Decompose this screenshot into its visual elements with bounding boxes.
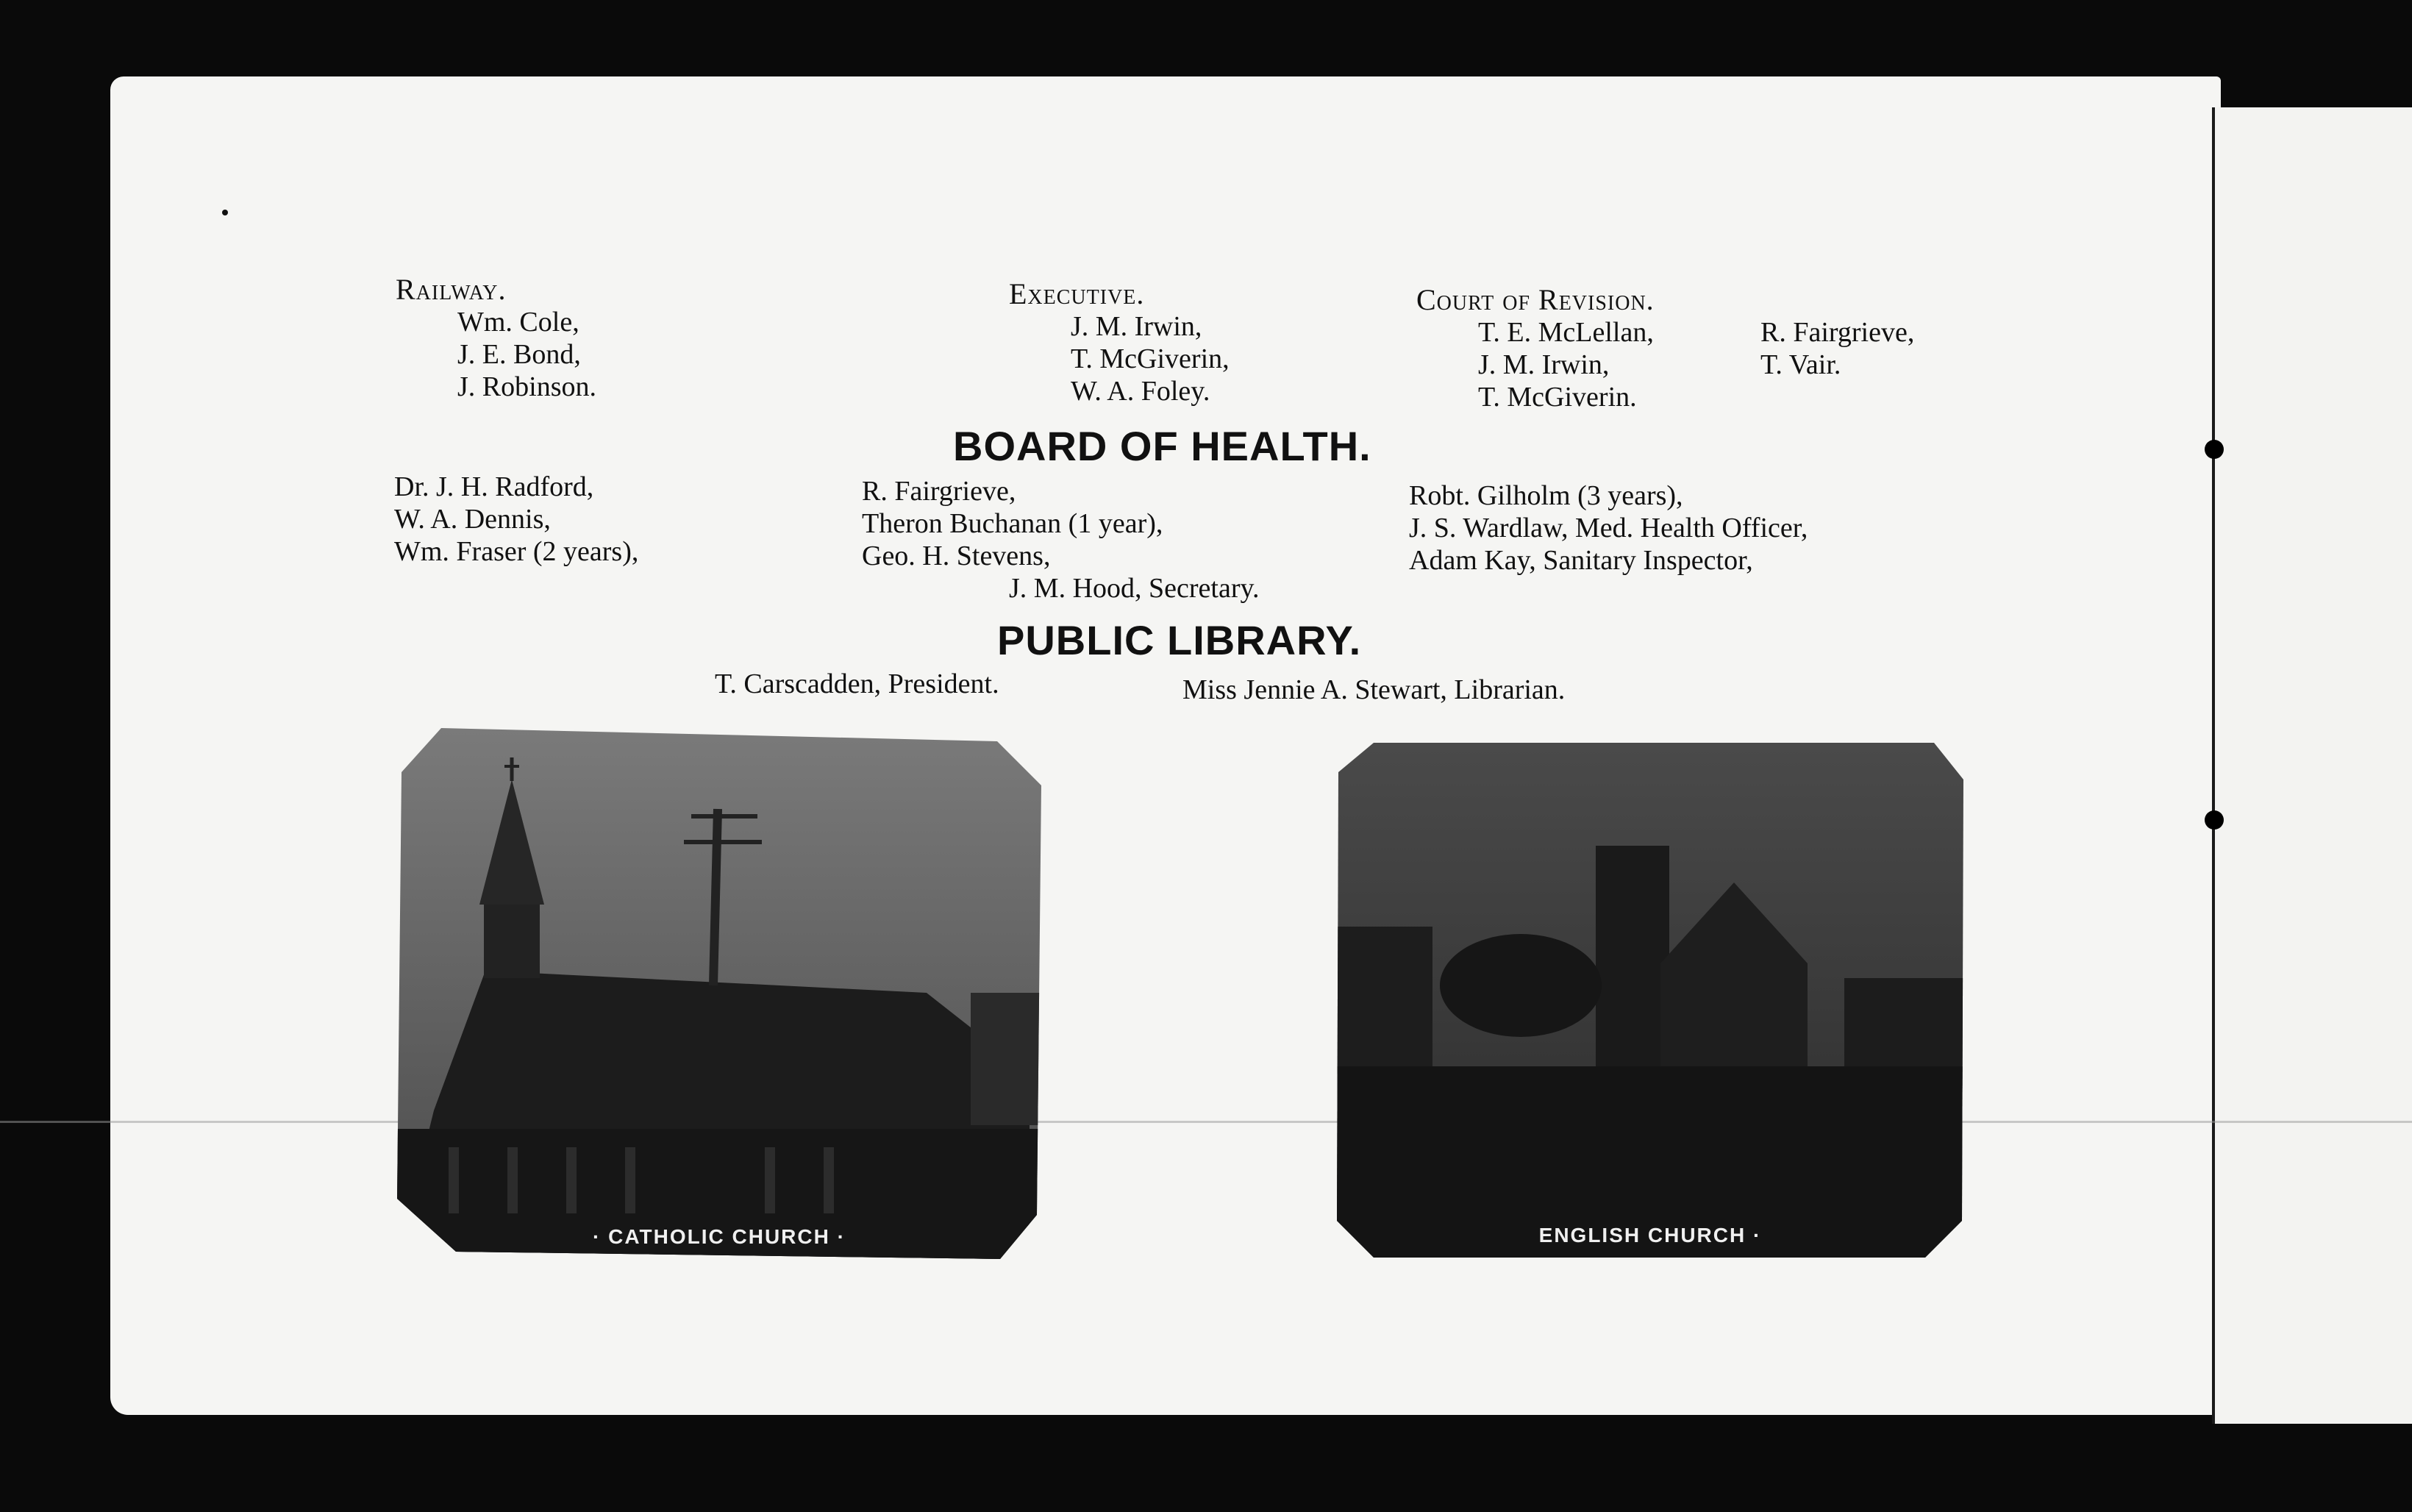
executive-member: J. M. Irwin,: [1071, 311, 1202, 342]
board-member: Wm. Fraser (2 years),: [394, 536, 639, 567]
board-member: Dr. J. H. Radford,: [394, 471, 594, 502]
board-secretary: J. M. Hood, Secretary.: [1009, 573, 1260, 604]
board-of-health-col3: [1409, 479, 1808, 577]
catholic-church-caption: · CATHOLIC CHURCH ·: [593, 1225, 846, 1248]
railway-heading: Railway.: [396, 273, 507, 306]
public-library-title: PUBLIC LIBRARY.: [997, 617, 1362, 663]
railway-member: J. E. Bond,: [457, 339, 581, 370]
english-church-photo: [1337, 743, 1963, 1258]
board-of-health-col1: [394, 471, 638, 568]
scan-line: [0, 1121, 2412, 1123]
facing-page: [2215, 107, 2412, 1424]
railway-member: J. Robinson.: [457, 371, 596, 402]
board-member: J. S. Wardlaw, Med. Health Officer,: [1409, 513, 1808, 543]
library-president: T. Carscadden, President.: [715, 668, 999, 699]
english-church-caption: ENGLISH CHURCH ·: [1538, 1224, 1762, 1247]
board-member: Theron Buchanan (1 year),: [862, 508, 1163, 539]
board-of-health-col2: [862, 475, 1260, 605]
executive-committee: [1009, 278, 1230, 407]
executive-member: W. A. Foley.: [1071, 376, 1210, 407]
board-member: R. Fairgrieve,: [862, 476, 1016, 507]
court-member: T. Vair.: [1760, 349, 1841, 380]
court-of-revision-col2: [1760, 316, 1914, 381]
library-librarian: Miss Jennie A. Stewart, Librarian.: [1182, 674, 1566, 705]
court-of-revision-heading: Court of Revision.: [1416, 283, 1655, 316]
court-of-revision-committee: [1416, 284, 1655, 413]
court-member: R. Fairgrieve,: [1760, 317, 1915, 348]
board-member: Adam Kay, Sanitary Inspector,: [1409, 545, 1753, 576]
court-member: T. McGiverin.: [1478, 382, 1637, 413]
court-member: J. M. Irwin,: [1478, 349, 1610, 380]
executive-heading: Executive.: [1009, 277, 1145, 310]
binding-hole: [2205, 810, 2224, 830]
ink-speck: [222, 210, 228, 215]
railway-member: Wm. Cole,: [457, 307, 579, 338]
court-member: T. E. McLellan,: [1478, 317, 1654, 348]
board-member: Geo. H. Stevens,: [862, 541, 1051, 571]
board-of-health-title: BOARD OF HEALTH.: [953, 423, 1371, 469]
executive-member: T. McGiverin,: [1071, 343, 1230, 374]
binding-hole: [2205, 440, 2224, 459]
board-member: Robt. Gilholm (3 years),: [1409, 480, 1683, 511]
catholic-church-photo: [397, 728, 1041, 1259]
board-member: W. A. Dennis,: [394, 504, 551, 535]
railway-committee: [396, 274, 596, 403]
